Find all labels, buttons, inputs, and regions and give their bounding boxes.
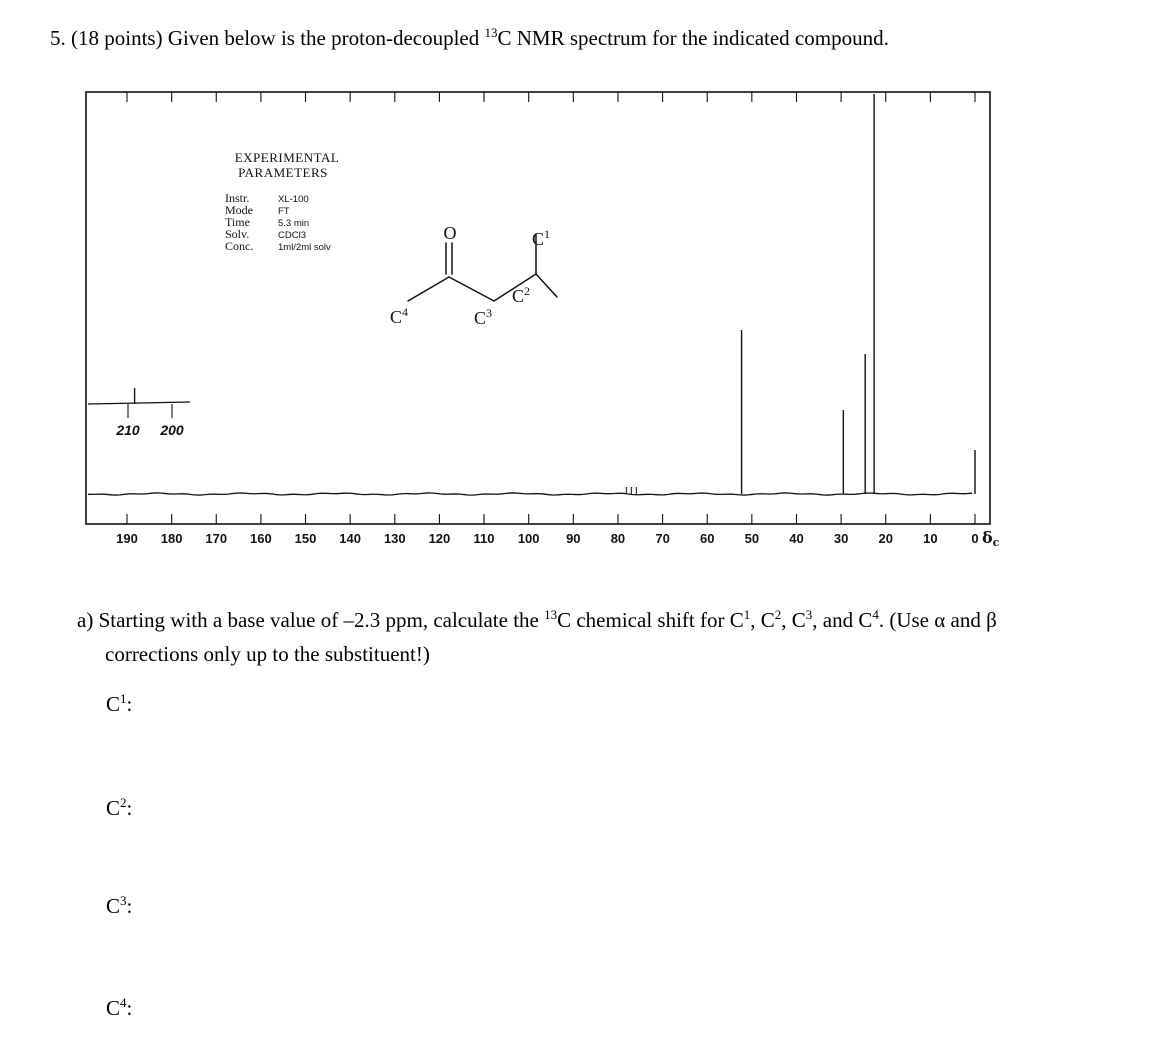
- c3-label: $C^3$: [474, 306, 493, 328]
- x-tick-label-30: 30: [833, 531, 849, 546]
- x-tick-label-150: 150: [294, 531, 317, 546]
- x-tick-label-140: 140: [339, 531, 362, 546]
- c3-label-sup: 3: [486, 306, 493, 320]
- c2-label: $C^2$: [512, 284, 531, 306]
- x-tick-label-0: 0: [971, 531, 979, 546]
- answer-label-c4: [106, 996, 132, 1021]
- part-a-sep1: , C: [750, 608, 775, 632]
- question-sup: 13: [484, 25, 498, 40]
- c4-label: $C^4$: [390, 305, 409, 327]
- part-a-s4: 4: [872, 607, 879, 622]
- bond-c2-methyl: [536, 274, 557, 297]
- answer-c1-letter: C: [106, 692, 121, 716]
- answer-label-c1: [106, 692, 132, 717]
- question-points: (18 points): [71, 26, 163, 50]
- answer-c3-sup: 3: [120, 893, 127, 908]
- part-a-suffix: . (Use α and β: [878, 608, 997, 632]
- x-tick-label-170: 170: [205, 531, 228, 546]
- x-tick-label-130: 130: [383, 531, 406, 546]
- answer-c3-letter: C: [106, 894, 121, 918]
- x-tick-label-80: 80: [610, 531, 626, 546]
- bond-carbonyl-c3: [449, 277, 494, 301]
- x-axis-label: δc: [982, 528, 1000, 549]
- spectrum-peaks: [742, 94, 975, 494]
- answer-c4-letter: C: [106, 996, 121, 1020]
- x-tick-label-110: 110: [473, 531, 495, 546]
- params-value-4: CDCl3: [278, 230, 306, 241]
- answer-c2-colon: :: [126, 796, 133, 820]
- oxygen-label: O: [443, 223, 457, 243]
- answer-label-c2: [106, 796, 132, 821]
- answer-c3-colon: :: [126, 894, 133, 918]
- inset-tick-label-200: 200: [160, 422, 184, 438]
- part-a-sup13: 13: [544, 607, 558, 622]
- spectrum-baseline-group: [88, 487, 972, 495]
- question-text-a: Given below is the proton-decoupled: [167, 26, 485, 50]
- params-key-5: Conc.: [225, 239, 254, 253]
- params-heading-1: EXPERIMENTAL: [234, 150, 340, 165]
- inset-tick-label-210: 210: [116, 422, 140, 438]
- answer-c4-colon: :: [126, 996, 133, 1020]
- part-a-s1: 1: [743, 607, 751, 622]
- x-tick-label-100: 100: [517, 531, 540, 546]
- bond-c4-carbonyl: [408, 277, 449, 301]
- part-a-line2: corrections only up to the substituent!): [105, 642, 430, 666]
- params-key-2: Mode: [225, 203, 253, 217]
- x-tick-label-180: 180: [160, 531, 183, 546]
- c4-label-sup: 4: [402, 305, 409, 319]
- answer-c1-colon: :: [126, 692, 133, 716]
- x-tick-label-70: 70: [655, 531, 670, 546]
- x-tick-label-190: 190: [116, 531, 138, 546]
- part-a-prefix: a) Starting with a base value of –2.3 ppm, calculate the: [77, 608, 545, 632]
- params-value-2: FT: [278, 206, 290, 217]
- c1-label-sup: 1: [544, 227, 551, 241]
- params-key-3: Time: [225, 215, 250, 229]
- experimental-parameters: [225, 150, 339, 253]
- part-a-s2: 2: [774, 607, 782, 622]
- params-heading-2: PARAMETERS: [238, 165, 328, 180]
- answer-label-c3: [106, 894, 132, 919]
- answer-c2-letter: C: [106, 796, 121, 820]
- c2-label-sup: 2: [524, 284, 531, 298]
- part-a-mid: C chemical shift for C: [557, 608, 744, 632]
- spectrum-baseline: [88, 493, 972, 495]
- x-tick-label-10: 10: [923, 531, 938, 546]
- inset-baseline: [88, 402, 190, 404]
- spectrum-border: [86, 92, 990, 524]
- x-tick-label-40: 40: [789, 531, 804, 546]
- answer-c2-sup: 2: [120, 795, 127, 810]
- x-tick-label-90: 90: [566, 531, 581, 546]
- params-value-5: 1ml/2ml solv: [278, 242, 331, 253]
- question-text-b: C NMR spectrum for the indicated compound.: [497, 26, 889, 50]
- part-a-sep2: , C: [781, 608, 806, 632]
- part-a-sep3: , and C: [812, 608, 873, 632]
- x-tick-label-60: 60: [699, 531, 715, 546]
- x-tick-label-160: 160: [250, 531, 272, 546]
- params-key-4: Solv.: [225, 227, 250, 241]
- answer-c1-sup: 1: [120, 691, 127, 706]
- spectrum-frame: [86, 92, 990, 524]
- question-number: 5.: [50, 26, 66, 50]
- offset-inset: [88, 388, 190, 438]
- x-tick-label-50: 50: [744, 531, 760, 546]
- c1-label: $C^1$: [532, 227, 551, 249]
- part-a-s3: 3: [805, 607, 813, 622]
- molecule-structure: [390, 223, 557, 328]
- x-axis-label-subscript: c: [992, 536, 1000, 549]
- x-tick-label-20: 20: [878, 531, 893, 546]
- params-value-1: XL-100: [278, 194, 309, 205]
- x-tick-label-120: 120: [428, 531, 451, 546]
- answer-c4-sup: 4: [120, 995, 127, 1010]
- params-value-3: 5.3 min: [278, 218, 310, 229]
- part-a-prompt: [77, 603, 1147, 671]
- params-key-1: Instr.: [225, 191, 250, 205]
